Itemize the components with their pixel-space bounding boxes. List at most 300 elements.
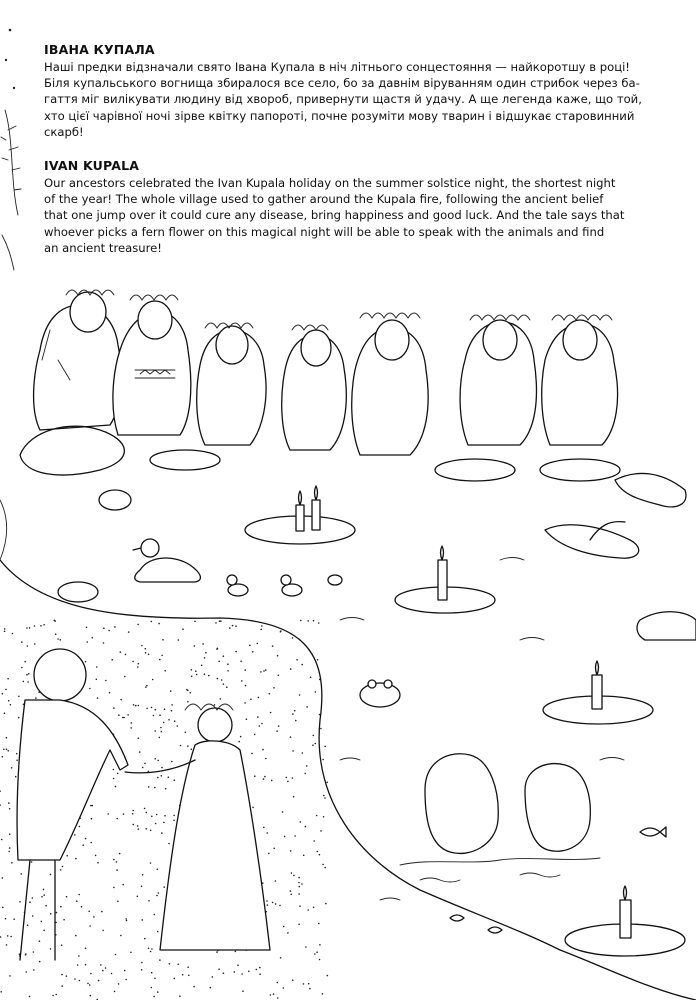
stipple-dot [126,920,128,922]
stipple-dot [227,663,229,665]
stipple-dot [88,911,90,913]
stipple-dot [266,832,268,834]
stipple-dot [272,902,274,904]
stipple-dot [205,652,207,654]
stipple-dot [314,743,316,745]
stipple-dot [66,975,68,977]
stipple-dot [111,973,113,975]
stipple-dot [214,704,216,706]
stipple-dot [294,835,296,837]
stipple-dot [223,972,225,974]
stipple-dot [41,921,43,923]
stipple-dot [164,709,166,711]
stipple-dot [161,731,163,733]
stipple-dot [7,678,9,680]
stipple-dot [32,897,34,899]
english-line: that one jump over it could cure any disease, bring happiness and good luck. And the tale says that [44,208,625,223]
stipple-dot [173,820,175,822]
stipple-dot [145,648,147,650]
stipple-dot [298,877,300,879]
stipple-dot [79,980,81,982]
stipple-dot [151,972,153,974]
stipple-dot [146,812,148,814]
stipple-dot [124,970,126,972]
couple-holding-hands [17,649,270,960]
stipple-dot [160,727,162,729]
stipple-dot [107,813,109,815]
stipple-dot [191,748,193,750]
stipple-dot [113,707,115,709]
stipple-dot [171,710,173,712]
stipple-dot [313,735,315,737]
stipple-dot [29,901,31,903]
stipple-dot [45,905,47,907]
stipple-dot [108,630,110,632]
stipple-dot [97,862,99,864]
stipple-dot [120,935,122,937]
stipple-dot [138,705,140,707]
stipple-dot [303,983,305,985]
stipple-dot [34,625,36,627]
stipple-dot [162,639,164,641]
stipple-dot [9,975,11,977]
stipple-dot [85,948,87,950]
stipple-dot [325,903,327,905]
ukrainian-heading: ІВАНА КУПАЛА [44,42,155,57]
stipple-dot [142,767,144,769]
stipple-dot [164,670,166,672]
stipple-dot [75,858,77,860]
stipple-dot [313,840,315,842]
stipple-dot [76,900,78,902]
stipple-dot [137,825,139,827]
stipple-dot [241,680,243,682]
stipple-dot [6,748,8,750]
stipple-dot [316,951,318,953]
duckling-icon [227,575,342,596]
stipple-dot [223,655,225,657]
stipple-dot [19,901,21,903]
stipple-dot [295,720,297,722]
stipple-dot [174,978,176,980]
stipple-dot [223,683,225,685]
stipple-dot [43,889,45,891]
stipple-dot [159,659,161,661]
stipple-dot [132,810,134,812]
stipple-dot [33,951,35,953]
stipple-dot [151,621,153,623]
stipple-dot [148,948,150,950]
stipple-dot [92,637,94,639]
stipple-dot [25,954,27,956]
stipple-dot [292,777,294,779]
stipple-dot [270,712,272,714]
stipple-dot [290,890,292,892]
stipple-dot [24,661,26,663]
stipple-dot [66,855,68,857]
stipple-dot [252,651,254,653]
stipple-dot [273,993,275,995]
stipple-dot [234,971,236,973]
stipple-dot [161,775,163,777]
stipple-dot [132,824,134,826]
stipple-dot [141,886,143,888]
stipple-dot [4,712,6,714]
stipple-dot [18,696,20,698]
goose-icon [545,522,639,559]
stipple-dot [85,964,87,966]
stipple-dot [0,936,1,938]
stipple-dot [63,919,65,921]
stipple-dot [123,717,125,719]
stipple-dot [90,805,92,807]
english-line: an ancient treasure! [44,240,162,255]
stipple-dot [290,850,292,852]
stipple-dot [0,991,2,993]
stipple-dot [2,756,4,758]
stipple-dot [146,708,148,710]
stipple-dot [118,714,120,716]
stipple-dot [89,984,91,986]
stipple-dot [283,987,285,989]
stipple-dot [7,935,9,937]
stipple-dot [32,915,34,917]
stipple-dot [144,938,146,940]
stipple-dot [151,816,153,818]
stipple-dot [74,834,76,836]
fern-sprig-icon [1,29,21,270]
stipple-dot [5,689,7,691]
stipple-dot [141,962,143,964]
stipple-dot [194,645,196,647]
stipple-dot [93,916,95,918]
stipple-dot [179,995,181,997]
stipple-dot [105,680,107,682]
stipple-dot [268,853,270,855]
stipple-dot [41,896,43,898]
stipple-dot [306,765,308,767]
stipple-dot [125,918,127,920]
stipple-dot [212,976,214,978]
candle-wreath [245,486,355,544]
stipple-dot [263,778,265,780]
stipple-dot [250,699,252,701]
stipple-dot [4,631,6,633]
stipple-dot [235,951,237,953]
stipple-dot [62,866,64,868]
stipple-dot [85,661,87,663]
stipple-dot [81,906,83,908]
stipple-dot [217,648,219,650]
stipple-dot [141,969,143,971]
stipple-dot [290,668,292,670]
stipple-dot [294,710,296,712]
stipple-dot [208,675,210,677]
stipple-dot [245,685,247,687]
stipple-dot [158,623,160,625]
stipple-dot [255,969,257,971]
stipple-dot [13,918,15,920]
stipple-dot [326,782,328,784]
stipple-dot [216,951,218,953]
girl-figure [113,295,191,435]
stipple-dot [319,944,321,946]
stipple-dot [320,830,322,832]
stipple-dot [280,631,282,633]
stipple-dot [145,652,147,654]
stipple-dot [310,677,312,679]
stipple-dot [317,851,319,853]
stipple-dot [290,894,292,896]
stipple-dot [159,714,161,716]
stipple-dot [11,862,13,864]
stipple-dot [270,994,272,996]
stipple-dot [20,873,22,875]
girl-figure [352,313,428,455]
stipple-dot [235,651,237,653]
stipple-dot [145,686,147,688]
english-heading: IVAN KUPALA [44,158,140,173]
stipple-dot [157,869,159,871]
stipple-dot [319,959,321,961]
stipple-dot [138,663,140,665]
stipple-dot [286,777,288,779]
stipple-dot [240,736,242,738]
stipple-dot [277,655,279,657]
stipple-dot [259,725,261,727]
stipple-dot [31,861,33,863]
stipple-dot [319,679,321,681]
stipple-dot [226,686,228,688]
stipple-dot [254,775,256,777]
stipple-dot [150,951,152,953]
stipple-dot [50,948,52,950]
stipple-dot [116,869,118,871]
stipple-dot [227,670,229,672]
candle-wreath [395,546,495,613]
stipple-dot [23,681,25,683]
stipple-dot [145,828,147,830]
stipple-dot [12,633,14,635]
stipple-dot [217,678,219,680]
stipple-dot [156,895,158,897]
stipple-dot [218,968,220,970]
stipple-dot [11,767,13,769]
stipple-dot [26,971,28,973]
stipple-dot [111,659,113,661]
stipple-dot [165,788,167,790]
stipple-dot [159,737,161,739]
stipple-dot [177,964,179,966]
stipple-dot [113,778,115,780]
stipple-dot [132,813,134,815]
stipple-dot [201,665,203,667]
stipple-dot [85,838,87,840]
stipple-dot [301,883,303,885]
stipple-dot [148,654,150,656]
stipple-dot [50,913,52,915]
stipple-dot [240,660,242,662]
stipple-dot [92,805,94,807]
stipple-dot [29,627,31,629]
stipple-dot [272,645,274,647]
stipple-dot [153,715,155,717]
stipple-dot [40,625,42,627]
stipple-dot [96,679,98,681]
stipple-dot [279,905,281,907]
stipple-dot [8,700,10,702]
stipple-dot [148,771,150,773]
stipple-dot [117,773,119,775]
stipple-dot [157,760,159,762]
stipple-dot [292,750,294,752]
stipple-dot [120,651,122,653]
stipple-dot [119,853,121,855]
stipple-dot [194,621,196,623]
stipple-dot [300,821,302,823]
stipple-dot [277,982,279,984]
stipple-dot [323,795,325,797]
stipple-dot [315,691,317,693]
stipple-dot [103,627,105,629]
stipple-dot [154,978,156,980]
stipple-dot [308,983,310,985]
stipple-dot [33,969,35,971]
stipple-dot [8,802,10,804]
stipple-dot [26,627,28,629]
stipple-dot [170,690,172,692]
stipple-dot [322,993,324,995]
stipple-dot [56,912,58,914]
stipple-dot [34,643,36,645]
stipple-dot [35,697,37,699]
stipple-dot [187,966,189,968]
rock-icon [58,490,131,602]
stipple-dot [27,645,29,647]
stipple-dot [82,844,84,846]
stipple-dot [191,669,193,671]
stipple-dot [273,848,275,850]
stipple-dot [137,896,139,898]
stipple-dot [176,725,178,727]
stipple-dot [60,906,62,908]
english-line: Our ancestors celebrated the Ivan Kupala holiday on the summer solstice night, the shortest night [44,176,616,190]
stipple-dot [21,641,23,643]
stipple-dot [138,737,140,739]
stipple-dot [257,716,259,718]
stipple-dot [15,776,17,778]
ukrainian-line: Біля купальського вогнища збиралося все село, бо за давнім віруванням один стрибок через ба- [44,76,640,91]
stipple-dot [90,995,92,997]
stipple-dot [278,725,280,727]
stipple-dot [87,983,89,985]
stipple-dot [137,624,139,626]
stipple-dot [142,874,144,876]
stipple-dot [320,728,322,730]
stipple-dot [115,786,117,788]
stipple-dot [133,704,135,706]
stipple-dot [150,862,152,864]
stipple-dot [155,823,157,825]
ukrainian-line: гаття міг вилікувати людину від хвороб, привернути щастя й удачу. А ще легенда каже, що той, [44,92,642,107]
stipple-dot [89,925,91,927]
stipple-dot [202,643,204,645]
stipple-dot [238,741,240,743]
stipple-dot [314,953,316,955]
stipple-dot [164,815,166,817]
stipple-dot [138,828,140,830]
candle-wreath [565,886,685,956]
girl-figure [460,315,536,445]
stipple-dot [276,730,278,732]
stipple-dot [284,836,286,838]
stipple-dot [137,666,139,668]
stipple-dot [188,975,190,977]
stipple-dot [317,659,319,661]
stipple-dot [292,713,294,715]
stipple-dot [246,718,248,720]
stipple-dot [322,759,324,761]
stipple-dot [324,867,326,869]
girl-figure [20,290,124,475]
stipple-dot [27,681,29,683]
stipple-dot [263,827,265,829]
stipple-dot [292,979,294,981]
frog-icon [360,680,400,707]
stipple-dot [39,961,41,963]
stipple-dot [318,923,320,925]
stipple-dot [260,671,262,673]
stipple-dot [262,749,264,751]
stipple-dot [265,758,267,760]
stipple-dot [0,790,1,792]
stipple-dot [122,884,124,886]
stipple-dot [307,620,309,622]
stipple-dot [229,627,231,629]
stipple-dot [2,877,4,879]
stipple-dot [313,620,315,622]
ukrainian-line: хто цієї чарівної ночі зірве квітку папороті, почне розуміти мову тварин і відшукає старовинний [44,108,635,123]
stipple-dot [318,622,320,624]
stipple-dot [298,893,300,895]
stipple-dot [109,692,111,694]
stipple-dot [132,661,134,663]
stipple-dot [195,670,197,672]
stipple-dot [324,746,326,748]
stipple-dot [168,719,170,721]
stipple-dot [269,693,271,695]
stipple-dot [182,974,184,976]
stipple-dot [157,777,159,779]
stipple-dot [298,924,300,926]
stipple-dot [27,924,29,926]
stipple-dot [204,657,206,659]
stipple-dot [100,964,102,966]
stipple-dot [282,811,284,813]
stipple-dot [66,896,68,898]
stipple-dot [90,842,92,844]
stipple-dot [277,997,279,999]
stipple-dot [116,861,118,863]
stipple-dot [235,625,237,627]
stipple-dot [305,946,307,948]
stipple-dot [191,676,193,678]
stipple-dot [319,714,321,716]
stipple-dot [5,918,7,920]
stipple-dot [60,869,62,871]
stipple-dot [323,816,325,818]
stipple-dot [304,773,306,775]
